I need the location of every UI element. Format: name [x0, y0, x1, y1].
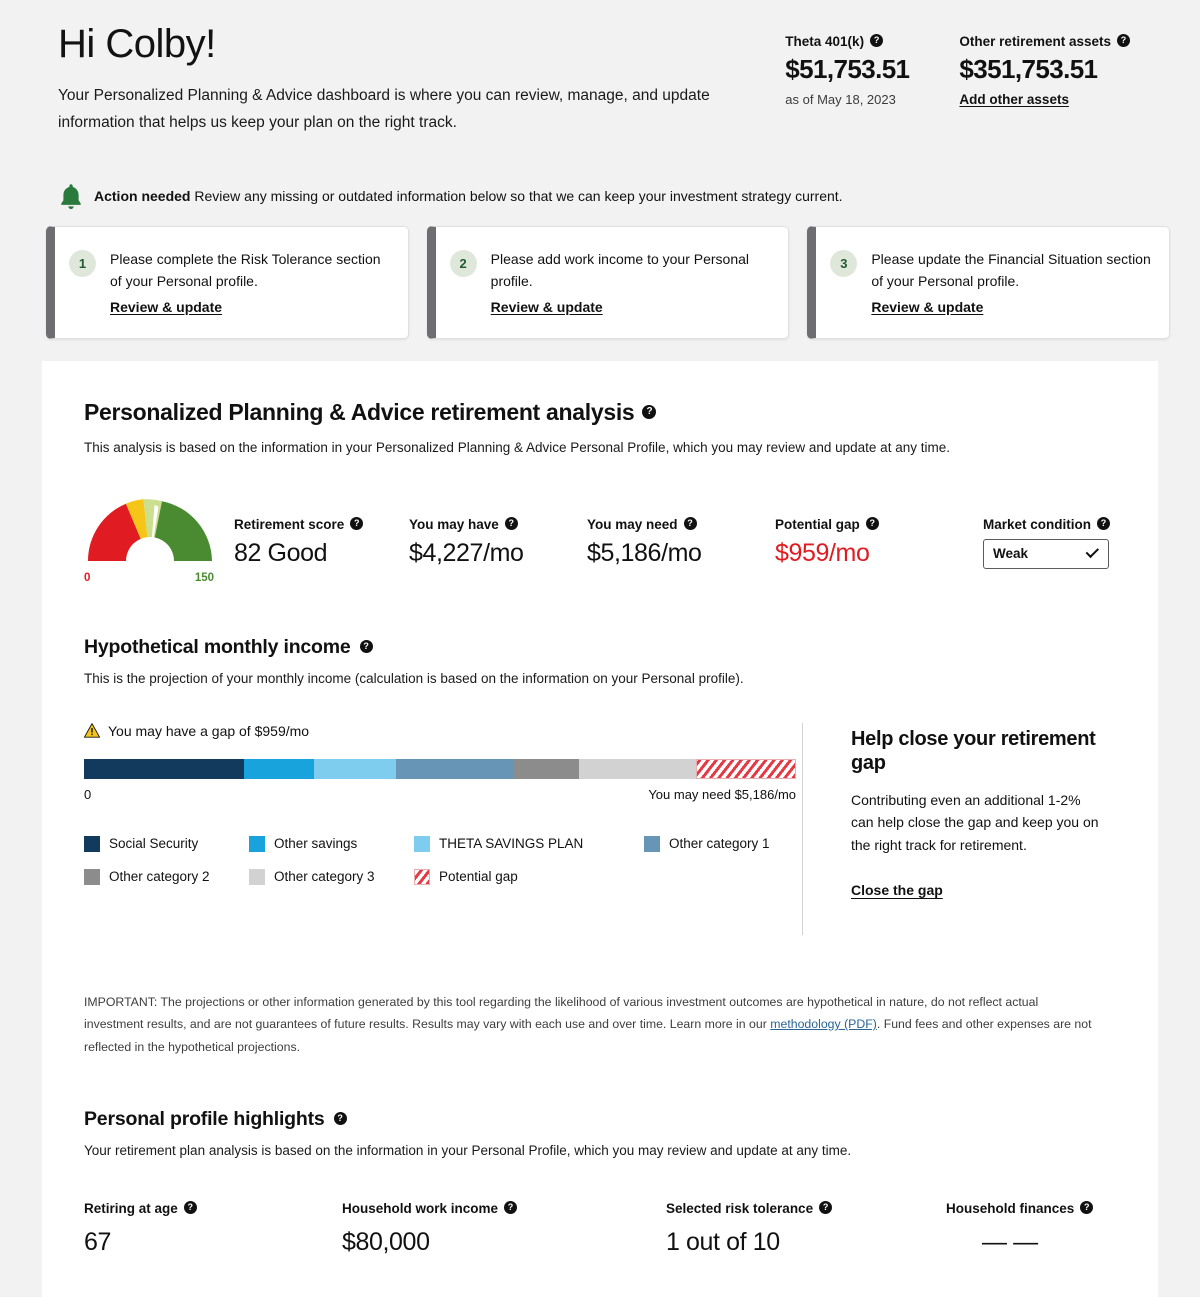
action-needed-message: Review any missing or outdated information below so that we can keep your investment strategy current. — [194, 188, 843, 205]
account-label — [785, 34, 909, 49]
highlights-title — [84, 1108, 1116, 1131]
help-icon[interactable] — [1080, 1201, 1093, 1214]
stat-value: $959/mo — [775, 538, 870, 567]
legend-swatch-other-category-1 — [644, 836, 660, 852]
hypothetical-income-section — [84, 636, 1116, 935]
analysis-title-text: Personalized Planning & Advice retirement analysis — [84, 399, 635, 426]
page-subtitle: Your Personalized Planning & Advice dashboard is where you can review, manage, and update information that helps us keep your plan on the right track. — [58, 87, 710, 132]
greeting-block — [58, 22, 718, 136]
stat-label — [775, 517, 983, 532]
retirement-analysis-panel — [42, 361, 1158, 1297]
account-as-of-date: as of May 18, 2023 — [785, 92, 896, 107]
gauge-min-label: 0 — [84, 571, 91, 584]
action-needed-text — [94, 187, 843, 207]
account-other-retirement-assets — [959, 34, 1130, 107]
help-icon[interactable] — [350, 517, 363, 530]
market-condition-value: Weak — [993, 546, 1029, 562]
highlight-value: $80,000 — [342, 1228, 430, 1257]
disclaimer-part1: IMPORTANT: The projections or other information generated by this tool regarding the likelihood of various investment outcomes are hypothetical in nature, do not reflect actual investment results, and are not guarantees of future results. Results may vary with each use and over time. Learn more in our — [84, 994, 1039, 1032]
help-icon[interactable] — [1117, 34, 1130, 47]
highlight-label-text: Selected risk tolerance — [666, 1201, 814, 1217]
gap-warning — [84, 723, 802, 739]
legend-swatch-other-category-3 — [249, 869, 265, 885]
highlight-label — [84, 1201, 342, 1216]
stat-label-text: Retirement score — [234, 516, 345, 532]
legend-item — [84, 836, 249, 852]
action-card-text: Please complete the Risk Tolerance section of your Personal profile. — [110, 251, 381, 289]
legend-swatch-other-savings — [249, 836, 265, 852]
stat-value: $4,227/mo — [409, 538, 524, 567]
help-icon[interactable] — [684, 517, 697, 530]
chart-axis-labels — [84, 787, 796, 802]
bar-segment-social-security[interactable] — [84, 759, 244, 779]
help-icon[interactable] — [819, 1201, 832, 1214]
review-and-update-link[interactable]: Review & update — [110, 298, 223, 315]
gap-warning-text: You may have a gap of $959/mo — [108, 722, 310, 739]
chart-legend — [84, 836, 796, 902]
highlight-value: 67 — [84, 1228, 112, 1257]
help-body: Contributing even an additional 1-2% can help close the gap and keep you on the right track for retirement. — [851, 791, 1099, 853]
legend-item — [644, 836, 794, 852]
disclaimer-part2: . Fund fees and other expenses are not reflected in the hypothetical projections. — [84, 1017, 1092, 1054]
stat-label — [983, 517, 1110, 532]
highlight-value: 1 out of 10 — [666, 1228, 780, 1257]
page-header — [0, 0, 1200, 136]
add-other-assets-link[interactable]: Add other assets — [959, 92, 1069, 107]
help-close-gap-panel — [802, 723, 1102, 935]
score-summary-row — [84, 495, 1116, 584]
action-card-number: 1 — [69, 250, 96, 277]
analysis-title — [84, 399, 1116, 426]
legend-label: Social Security — [109, 836, 199, 852]
legend-label: Potential gap — [439, 869, 518, 885]
account-label-text: Theta 401(k) — [785, 34, 865, 49]
stat-label-text: Market condition — [983, 516, 1092, 532]
stat-you-may-have — [409, 495, 587, 568]
action-card-number: 3 — [830, 250, 857, 277]
legend-label: Other savings — [274, 836, 358, 852]
account-summary — [785, 22, 1160, 107]
help-icon[interactable] — [1097, 517, 1110, 530]
highlight-label-text: Household work income — [342, 1201, 499, 1217]
chevron-down-icon — [1086, 545, 1099, 558]
legend-item — [84, 869, 249, 885]
account-balance: $351,753.51 — [959, 54, 1098, 84]
action-card[interactable] — [807, 226, 1170, 339]
legend-label: Other category 1 — [669, 836, 770, 852]
legend-item — [249, 869, 414, 885]
action-card-body — [110, 249, 390, 318]
action-card-body — [871, 249, 1151, 318]
important-disclaimer — [84, 991, 1098, 1058]
highlight-selected-risk-tolerance — [666, 1201, 946, 1257]
help-icon[interactable] — [334, 1112, 347, 1125]
legend-swatch-other-category-2 — [84, 869, 100, 885]
gauge-scale — [84, 572, 214, 584]
highlight-household-finances — [946, 1201, 1093, 1257]
bar-segment-theta-savings-plan[interactable] — [314, 759, 396, 779]
help-icon[interactable] — [505, 517, 518, 530]
highlight-label — [666, 1201, 946, 1216]
account-label — [959, 34, 1130, 49]
highlights-row — [84, 1201, 1116, 1257]
highlight-retiring-at-age — [84, 1201, 342, 1257]
axis-start-label: 0 — [84, 786, 92, 802]
legend-item — [414, 869, 579, 885]
legend-swatch-social-security — [84, 836, 100, 852]
account-label-text: Other retirement assets — [959, 34, 1111, 49]
highlight-household-work-income — [342, 1201, 666, 1257]
highlight-label — [342, 1201, 666, 1216]
help-icon[interactable] — [866, 517, 879, 530]
page-title: Hi Colby! — [58, 22, 216, 66]
close-the-gap-link[interactable]: Close the gap — [851, 881, 943, 898]
bar-segment-other-savings[interactable] — [244, 759, 314, 779]
analysis-subtitle: This analysis is based on the information in your Personalized Planning & Advice Personal Profile, which you may review and update at any time. — [84, 440, 950, 456]
action-card-number: 2 — [450, 250, 477, 277]
stat-label-text: Potential gap — [775, 516, 860, 532]
income-chart-area — [84, 723, 1116, 935]
stat-label — [234, 517, 409, 532]
bell-icon — [58, 182, 84, 212]
action-card[interactable] — [427, 226, 790, 339]
stat-potential-gap — [775, 495, 983, 568]
income-chart — [84, 723, 802, 935]
legend-swatch-theta-savings-plan — [414, 836, 430, 852]
action-card-body — [491, 249, 771, 318]
stat-retirement-score — [234, 495, 409, 568]
stacked-bar-chart — [84, 759, 796, 779]
help-icon[interactable] — [870, 34, 883, 47]
highlight-label-text: Household finances — [946, 1201, 1075, 1217]
help-icon[interactable] — [642, 405, 656, 419]
help-icon[interactable] — [504, 1201, 517, 1214]
highlight-label — [946, 1201, 1093, 1216]
warning-icon — [84, 723, 100, 738]
bar-segment-other-category-3[interactable] — [579, 759, 696, 779]
stat-label — [409, 517, 587, 532]
highlight-label-text: Retiring at age — [84, 1201, 178, 1217]
help-title: Help close your retirement gap — [851, 727, 1096, 774]
review-and-update-link[interactable]: Review & update — [490, 298, 603, 315]
bar-segment-other-category-2[interactable] — [514, 759, 579, 779]
action-card[interactable] — [46, 226, 409, 339]
action-card-text: Please update the Financial Situation section of your Personal profile. — [871, 251, 1151, 289]
income-subtitle: This is the projection of your monthly income (calculation is based on the information on your Personal profile). — [84, 670, 744, 686]
stat-value: $5,186/mo — [587, 538, 702, 567]
review-and-update-link[interactable]: Review & update — [871, 298, 984, 315]
gauge-max-label: 150 — [194, 571, 214, 584]
highlights-subtitle: Your retirement plan analysis is based on the information in your Personal Profile, which you may review and update at any time. — [84, 1142, 852, 1158]
axis-end-label: You may need $5,186/mo — [648, 786, 796, 802]
bar-segment-potential-gap[interactable] — [696, 759, 796, 779]
income-title — [84, 636, 1116, 659]
highlight-value: — — — [982, 1228, 1038, 1257]
income-title-text: Hypothetical monthly income — [84, 635, 351, 658]
stat-you-may-need — [587, 495, 775, 568]
legend-item — [414, 836, 644, 852]
help-icon[interactable] — [360, 640, 373, 653]
methodology-pdf-link[interactable]: methodology (PDF) — [770, 1017, 877, 1032]
account-theta-401k — [785, 34, 909, 107]
market-condition-block — [983, 495, 1110, 569]
legend-item — [249, 836, 414, 852]
stat-label-text: You may have — [409, 516, 499, 532]
highlights-title-text: Personal profile highlights — [84, 1107, 325, 1130]
bar-segment-other-category-1[interactable] — [396, 759, 514, 779]
action-cards — [0, 226, 1200, 339]
legend-label: Other category 3 — [274, 869, 375, 885]
help-icon[interactable] — [184, 1201, 197, 1214]
personal-profile-highlights — [84, 1108, 1116, 1257]
legend-label: THETA SAVINGS PLAN — [439, 836, 584, 852]
stat-label-text: You may need — [587, 516, 678, 532]
retirement-score-gauge — [84, 495, 234, 584]
stat-value: 82 Good — [234, 538, 328, 567]
legend-label: Other category 2 — [109, 869, 210, 885]
account-balance: $51,753.51 — [785, 54, 910, 84]
action-needed-banner — [0, 182, 1200, 212]
market-condition-select[interactable] — [983, 539, 1109, 569]
action-needed-title: Action needed — [94, 188, 191, 205]
legend-swatch-potential-gap — [414, 869, 430, 885]
stat-label — [587, 517, 775, 532]
action-card-text: Please add work income to your Personal profile. — [490, 251, 750, 289]
